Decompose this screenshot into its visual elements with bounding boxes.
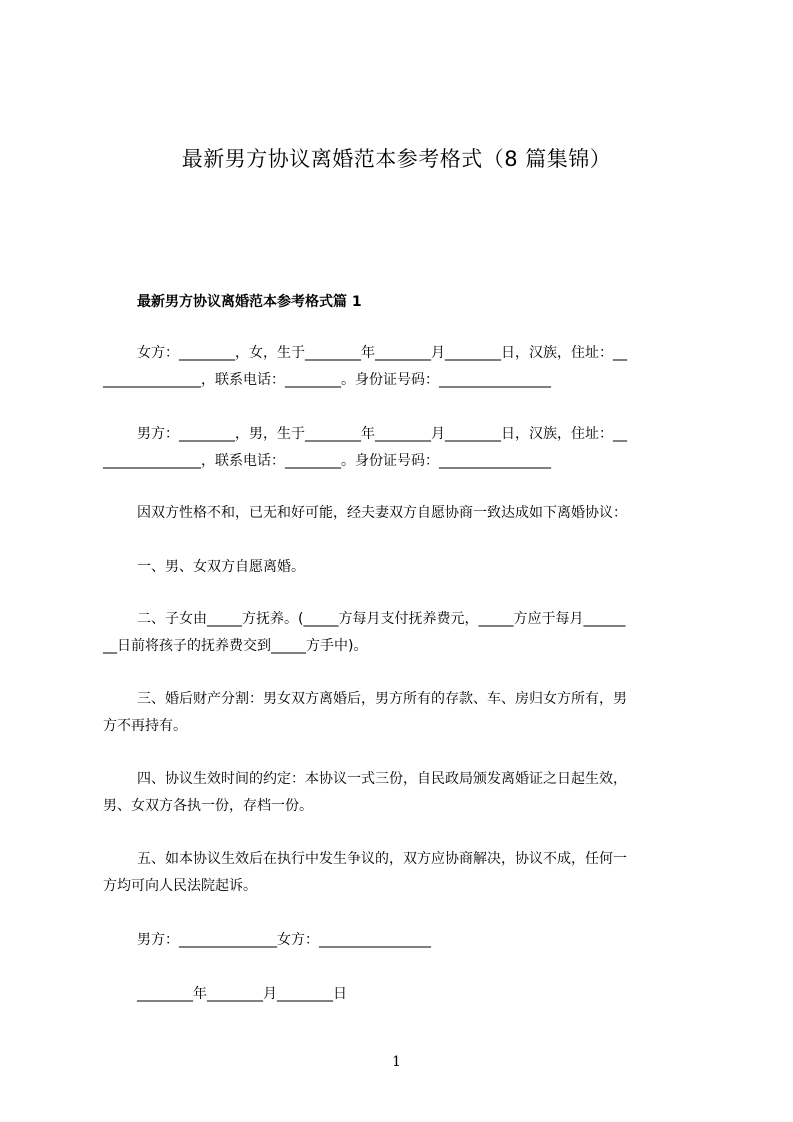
clause-4-line-1: 四、协议生效时间的约定：本协议一式三份，自民政局颁发离婚证之日起生效， xyxy=(137,771,627,787)
clause-2-line-1: 二、子女由_____方抚养。(_____方每月支付抚养费元，_____方应于每月______ xyxy=(137,611,626,627)
section-heading: 最新男方协议离婚范本参考格式篇 1 xyxy=(137,294,362,310)
clause-2-paragraph xyxy=(103,606,703,660)
clause-5-line-1: 五、如本协议生效后在执行中发生争议的，双方应协商解决，协议不成，任何一 xyxy=(137,851,627,867)
signature-paragraph xyxy=(103,927,703,954)
male-party-line-1: 男方：________，男，生于________年________月________日，汉族，住址：__ xyxy=(137,426,627,442)
clause-3-paragraph xyxy=(103,686,703,740)
date-line: ________年________月________日 xyxy=(137,986,347,1002)
clause-3-line-1: 三、婚后财产分割：男女双方离婚后，男方所有的存款、车、房归女方所有，男 xyxy=(137,691,627,707)
clause-3-line-2: 方不再持有。 xyxy=(103,718,187,734)
clause-4-line-2: 男、女双方各执一份，存档一份。 xyxy=(103,798,313,814)
female-party-line-2: ______________，联系电话：________。身份证号码：________________ xyxy=(103,372,551,388)
clause-1-line: 一、男、女双方自愿离婚。 xyxy=(137,559,305,575)
male-party-line-2: ______________，联系电话：________。身份证号码：________________ xyxy=(103,453,551,469)
female-party-paragraph xyxy=(103,340,703,394)
signature-line: 男方：______________女方：________________ xyxy=(137,932,431,948)
clause-1-paragraph xyxy=(103,554,703,581)
document-title: 最新男方协议离婚范本参考格式（8 篇集锦） xyxy=(181,147,612,171)
date-paragraph xyxy=(103,981,703,1008)
female-party-line-1: 女方：________，女，生于________年________月________日，汉族，住址：__ xyxy=(137,345,627,361)
page-number: 1 xyxy=(392,1054,401,1070)
clause-5-paragraph xyxy=(103,846,703,900)
preamble-line: 因双方性格不和，已无和好可能，经夫妻双方自愿协商一致达成如下离婚协议： xyxy=(137,505,627,521)
preamble-paragraph xyxy=(103,500,703,527)
clause-5-line-2: 方均可向人民法院起诉。 xyxy=(103,878,257,894)
male-party-paragraph xyxy=(103,421,703,475)
clause-4-paragraph xyxy=(103,766,703,820)
clause-2-line-2: __日前将孩子的抚养费交到_____方手中)。 xyxy=(103,638,368,654)
